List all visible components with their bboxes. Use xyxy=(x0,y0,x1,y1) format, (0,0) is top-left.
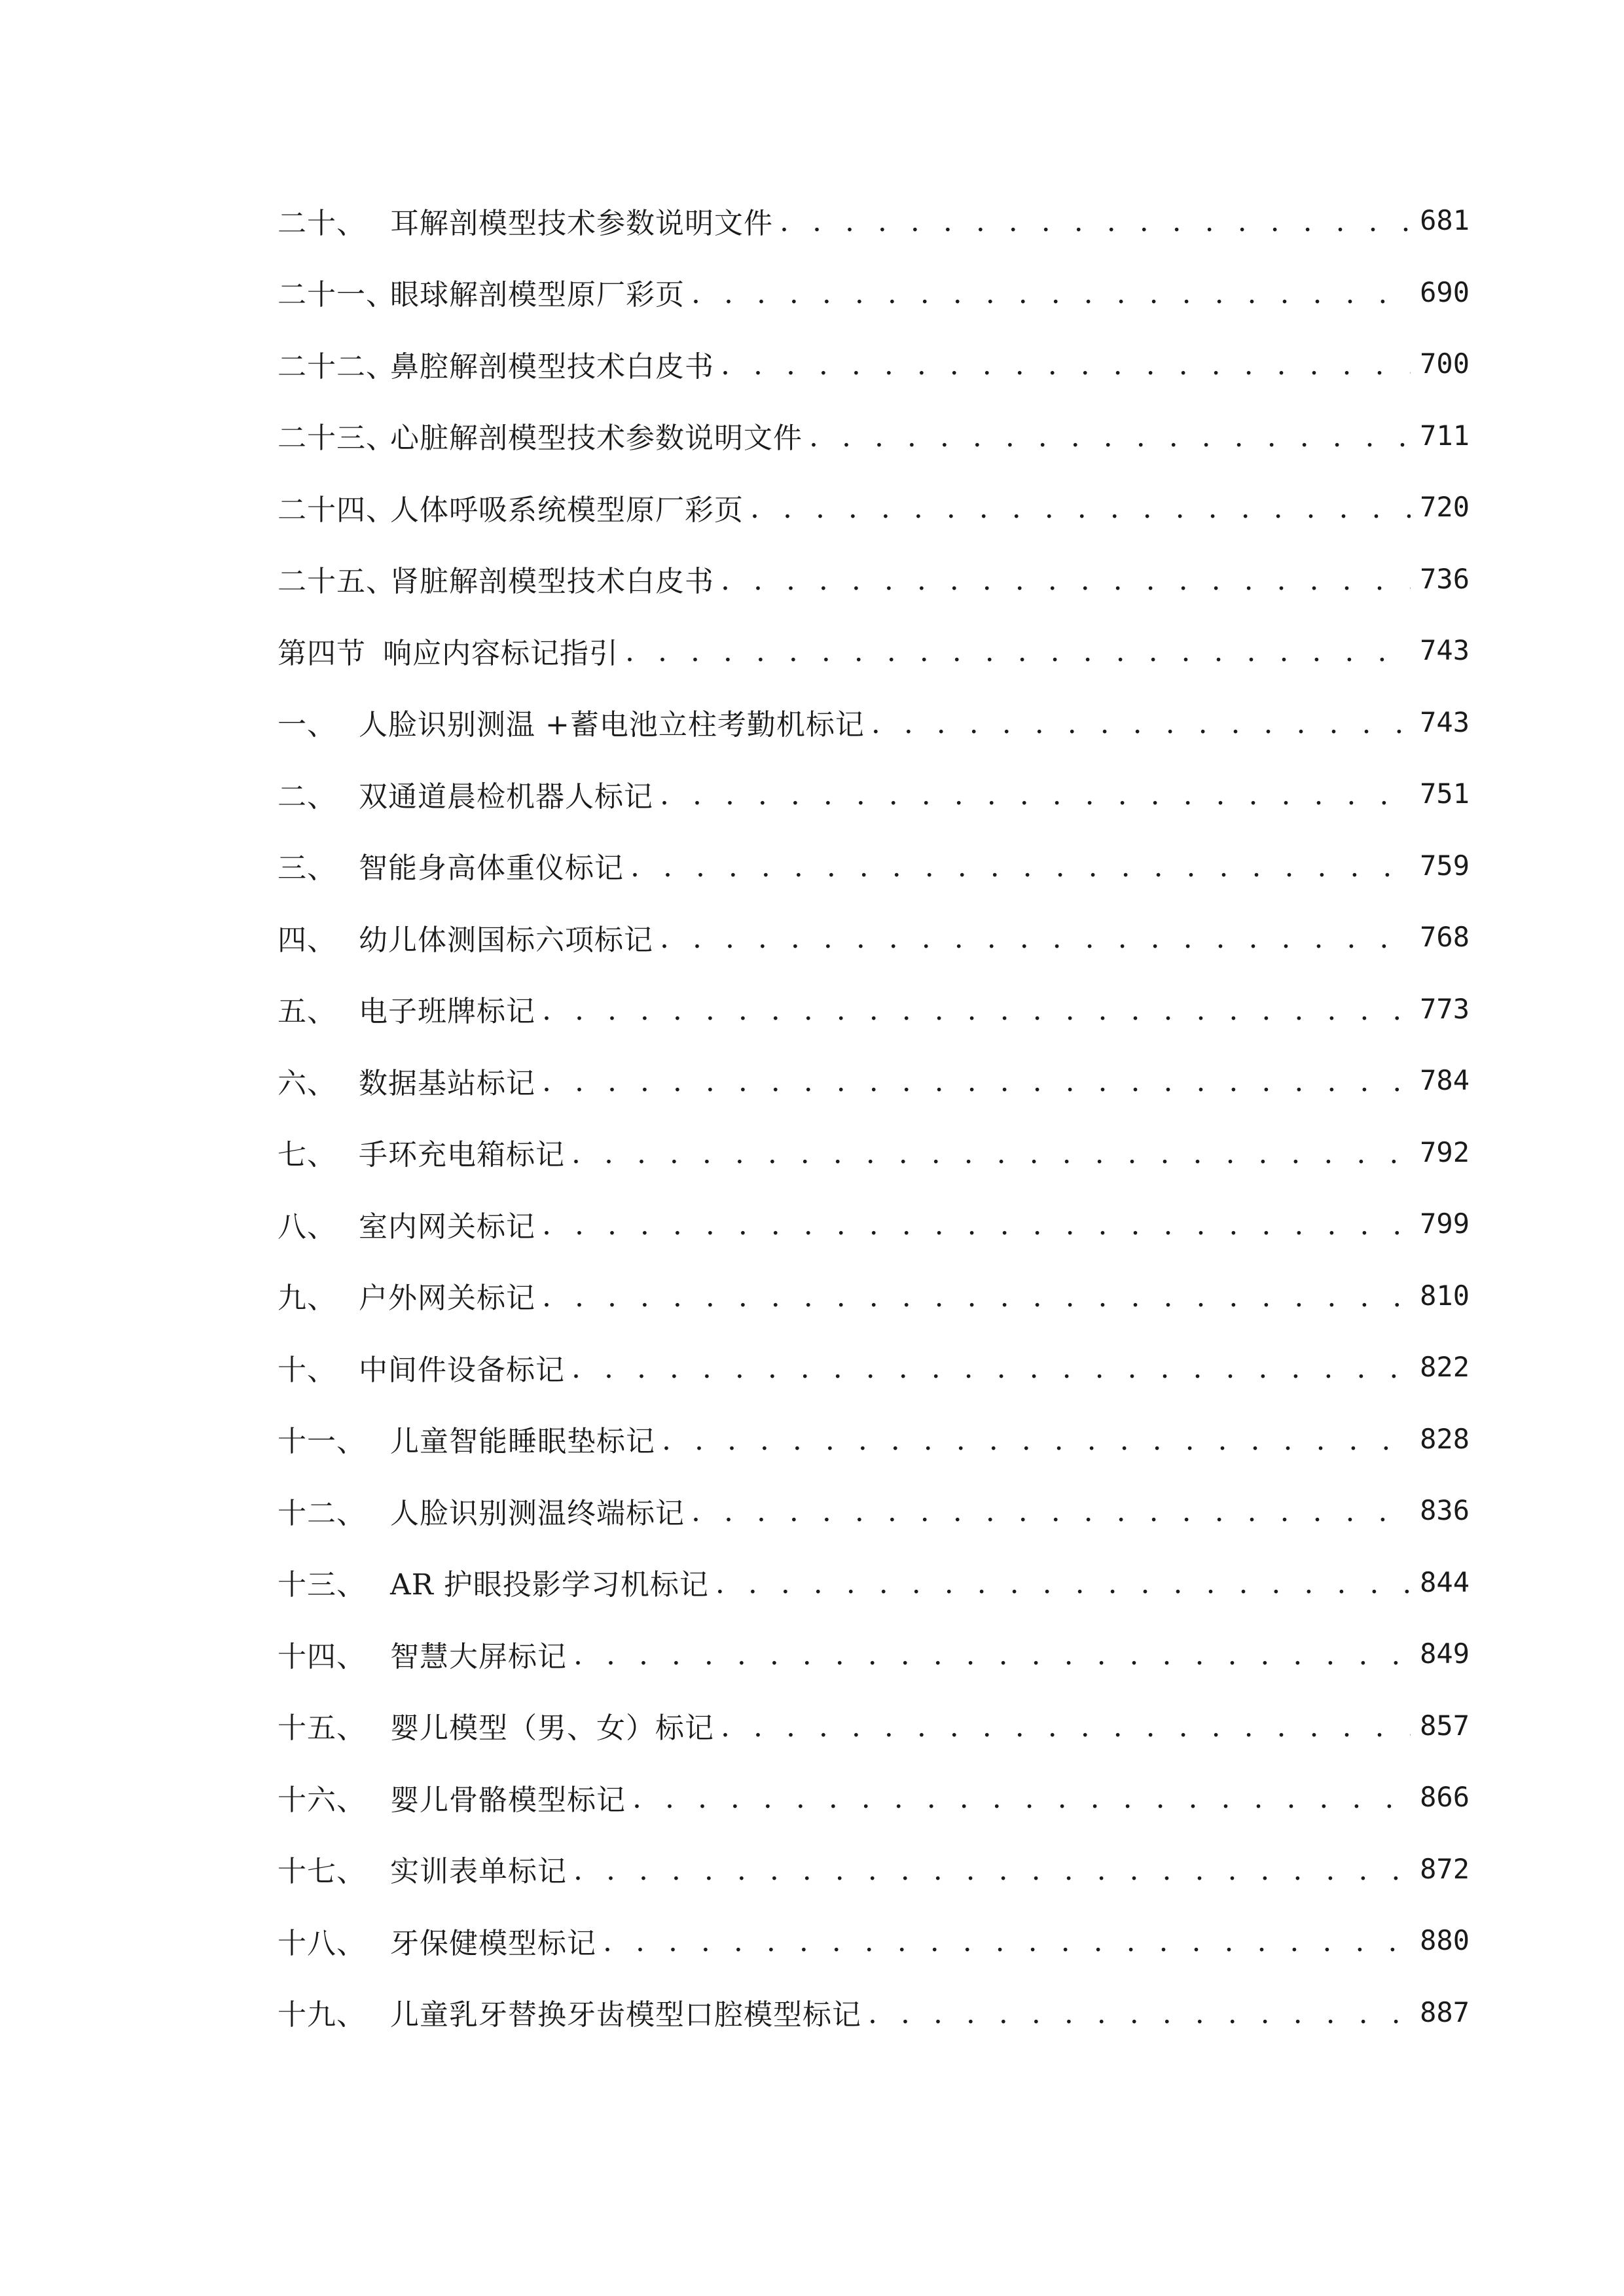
toc-entry[interactable] xyxy=(0,830,1470,902)
toc-entry-title: 眼球解剖模型原厂彩页 xyxy=(390,278,685,312)
toc-entry-number: 八、 xyxy=(278,1210,336,1244)
toc-entry[interactable] xyxy=(0,1547,1470,1619)
toc-entry-number: 二十二、 xyxy=(278,350,395,384)
toc-entry-title: 室内网关标记 xyxy=(359,1210,535,1244)
toc-entry-page: 743 xyxy=(1420,634,1470,667)
toc-entry-page: 784 xyxy=(1420,1064,1470,1097)
toc-entry[interactable] xyxy=(0,1117,1470,1189)
toc-entry-number: 十六、 xyxy=(278,1783,366,1817)
toc-entry-number: 七、 xyxy=(278,1138,336,1172)
toc-entry[interactable] xyxy=(0,1260,1470,1332)
toc-entry-number: 十一、 xyxy=(278,1425,366,1459)
toc-entry-number: 二十四、 xyxy=(278,493,395,527)
table-of-contents xyxy=(0,185,1624,2048)
toc-entry-title: 心脏解剖模型技术参数说明文件 xyxy=(390,422,803,456)
dot-leader xyxy=(691,277,1411,310)
toc-entry-page: 822 xyxy=(1420,1351,1470,1384)
toc-entry[interactable] xyxy=(0,185,1470,257)
toc-entry[interactable] xyxy=(0,543,1470,615)
toc-entry-page: 799 xyxy=(1420,1208,1470,1240)
toc-entry-title: 肾脏解剖模型技术白皮书 xyxy=(390,565,714,599)
toc-entry-number: 二十五、 xyxy=(278,565,395,599)
toc-entry-page: 828 xyxy=(1420,1422,1470,1455)
dot-leader xyxy=(625,635,1411,668)
toc-entry-title: AR 护眼投影学习机标记 xyxy=(390,1568,709,1602)
toc-entry-number: 六、 xyxy=(278,1066,336,1100)
dot-leader xyxy=(715,1567,1411,1600)
toc-entry-page: 866 xyxy=(1420,1781,1470,1814)
toc-entry[interactable] xyxy=(0,1905,1470,1977)
toc-entry[interactable] xyxy=(0,1475,1470,1547)
toc-entry-page: 872 xyxy=(1420,1852,1470,1885)
toc-entry-title: 婴儿骨骼模型标记 xyxy=(390,1783,626,1817)
toc-entry[interactable] xyxy=(0,758,1470,830)
dot-leader xyxy=(571,1137,1411,1170)
toc-entry-page: 768 xyxy=(1420,921,1470,954)
dot-leader xyxy=(721,348,1411,382)
toc-entry-page: 844 xyxy=(1420,1566,1470,1598)
toc-entry-number: 十七、 xyxy=(278,1855,366,1889)
toc-entry-title: 人脸识别测温终端标记 xyxy=(390,1496,685,1530)
toc-entry-title: 电子班牌标记 xyxy=(359,995,535,1029)
toc-entry-number: 四、 xyxy=(278,923,336,957)
toc-entry-number: 十九、 xyxy=(278,1998,366,2032)
toc-entry-number: 二十一、 xyxy=(278,278,395,312)
toc-entry-title: 智慧大屏标记 xyxy=(390,1640,567,1674)
toc-entry-page: 720 xyxy=(1420,491,1470,524)
toc-entry-page: 690 xyxy=(1420,276,1470,308)
dot-leader xyxy=(691,1495,1411,1528)
toc-entry[interactable] xyxy=(0,257,1470,329)
toc-entry[interactable] xyxy=(0,1188,1470,1260)
toc-entry[interactable] xyxy=(0,1690,1470,1762)
toc-entry-title: 手环充电箱标记 xyxy=(359,1138,565,1172)
toc-entry[interactable] xyxy=(0,1977,1470,2049)
toc-entry-title: 牙保健模型标记 xyxy=(390,1926,596,1960)
toc-entry[interactable] xyxy=(0,471,1470,543)
toc-entry-title: 鼻腔解剖模型技术白皮书 xyxy=(390,350,714,384)
toc-section-entry[interactable] xyxy=(0,615,1470,687)
toc-entry[interactable] xyxy=(0,400,1470,472)
dot-leader xyxy=(780,205,1411,238)
toc-entry-title: 儿童智能睡眠垫标记 xyxy=(390,1425,655,1459)
toc-entry-number: 二、 xyxy=(278,780,336,814)
toc-entry[interactable] xyxy=(0,1403,1470,1475)
toc-entry-page: 836 xyxy=(1420,1494,1470,1527)
toc-entry-title: 数据基站标记 xyxy=(359,1066,535,1100)
toc-entry-title: 实训表单标记 xyxy=(390,1855,567,1889)
toc-entry-title: 幼儿体测国标六项标记 xyxy=(359,923,653,957)
dot-leader xyxy=(630,850,1411,884)
toc-entry-title: 双通道晨检机器人标记 xyxy=(359,780,653,814)
toc-entry-title: 户外网关标记 xyxy=(359,1282,535,1316)
toc-entry-number: 十三、 xyxy=(278,1568,366,1602)
dot-leader xyxy=(542,994,1411,1027)
toc-entry-number: 十、 xyxy=(278,1353,336,1387)
dot-leader xyxy=(573,1854,1411,1887)
toc-entry-page: 773 xyxy=(1420,992,1470,1025)
toc-entry-page: 681 xyxy=(1420,204,1470,237)
dot-leader xyxy=(868,1997,1411,2030)
toc-entry[interactable] xyxy=(0,1045,1470,1117)
dot-leader xyxy=(750,492,1411,525)
toc-entry-number: 十八、 xyxy=(278,1926,366,1960)
toc-section-title: 响应内容标记指引 xyxy=(383,636,619,670)
dot-leader xyxy=(809,420,1411,454)
toc-entry-title: 智能身高体重仪标记 xyxy=(359,852,624,886)
toc-entry-title: 中间件设备标记 xyxy=(359,1353,565,1387)
toc-entry-title: 人脸识别测温 +蓄电池立柱考勤机标记 xyxy=(359,708,865,742)
toc-entry-page: 751 xyxy=(1420,778,1470,810)
toc-entry-number: 十二、 xyxy=(278,1496,366,1530)
toc-entry-number: 五、 xyxy=(278,995,336,1029)
toc-entry-page: 887 xyxy=(1420,1996,1470,2028)
toc-entry[interactable] xyxy=(0,901,1470,973)
toc-entry-page: 743 xyxy=(1420,706,1470,738)
toc-entry-page: 759 xyxy=(1420,849,1470,882)
toc-entry[interactable] xyxy=(0,687,1470,759)
toc-entry[interactable] xyxy=(0,1331,1470,1403)
dot-leader xyxy=(571,1352,1411,1385)
dot-leader xyxy=(660,922,1411,955)
toc-entry-title: 儿童乳牙替换牙齿模型口腔模型标记 xyxy=(390,1998,861,2032)
toc-entry-page: 792 xyxy=(1420,1136,1470,1168)
dot-leader xyxy=(660,778,1411,812)
toc-entry[interactable] xyxy=(0,1761,1470,1833)
toc-entry[interactable] xyxy=(0,328,1470,400)
toc-entry-number: 二十三、 xyxy=(278,422,395,456)
toc-entry[interactable] xyxy=(0,973,1470,1045)
toc-entry-page: 880 xyxy=(1420,1924,1470,1957)
toc-entry-number: 九、 xyxy=(278,1282,336,1316)
toc-entry-page: 700 xyxy=(1420,348,1470,380)
dot-leader xyxy=(542,1208,1411,1242)
toc-entry-page: 736 xyxy=(1420,562,1470,595)
toc-entry-number: 十五、 xyxy=(278,1712,366,1746)
dot-leader xyxy=(721,564,1411,597)
toc-entry-page: 711 xyxy=(1420,419,1470,452)
toc-entry-page: 849 xyxy=(1420,1638,1470,1670)
dot-leader xyxy=(871,707,1411,740)
dot-leader xyxy=(542,1280,1411,1314)
toc-entry[interactable] xyxy=(0,1618,1470,1690)
toc-entry[interactable] xyxy=(0,1833,1470,1905)
toc-entry-page: 810 xyxy=(1420,1279,1470,1312)
dot-leader xyxy=(632,1782,1411,1815)
toc-entry-title: 耳解剖模型技术参数说明文件 xyxy=(390,206,773,240)
toc-entry-title: 人体呼吸系统模型原厂彩页 xyxy=(390,493,744,527)
toc-entry-number: 十四、 xyxy=(278,1640,366,1674)
toc-entry-title: 婴儿模型（男、女）标记 xyxy=(390,1712,714,1746)
toc-entry-number: 二十、 xyxy=(278,206,366,240)
dot-leader xyxy=(721,1710,1411,1744)
dot-leader xyxy=(542,1065,1411,1098)
toc-entry-number: 一、 xyxy=(278,708,336,742)
dot-leader xyxy=(573,1638,1411,1672)
toc-entry-page: 857 xyxy=(1420,1709,1470,1742)
toc-entry-number: 三、 xyxy=(278,852,336,886)
dot-leader xyxy=(662,1424,1411,1457)
dot-leader xyxy=(603,1925,1411,1958)
toc-section-number: 第四节 xyxy=(278,636,366,670)
